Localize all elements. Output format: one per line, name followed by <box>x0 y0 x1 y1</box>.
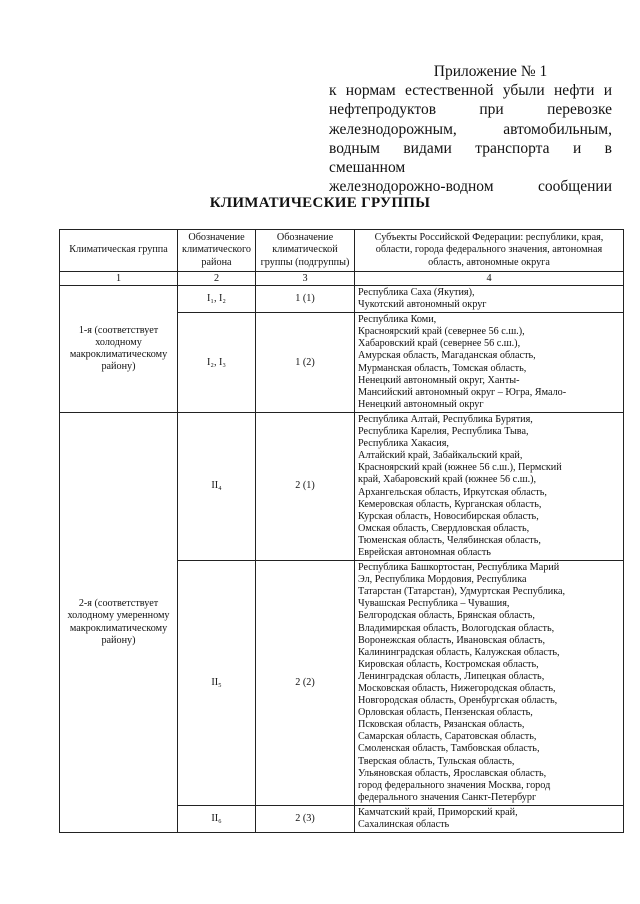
subject-line: Псковская область, Рязанская область, <box>358 719 525 731</box>
subject-line: Ненецкий автономный округ, Ханты- <box>358 374 520 386</box>
header-subgroup: Обозначение климатической группы (подгруппы) <box>256 230 355 272</box>
subject-line: Ульяновская область, Ярославская область, <box>358 767 547 779</box>
subject-line: Республика Коми, <box>358 314 437 326</box>
subject-line: Архангельская область, Иркутская область, <box>358 486 547 498</box>
subject-line: Татарстан (Татарстан), Удмуртская Республика, <box>358 586 566 598</box>
subgroup-cell: 1 (2) <box>256 313 355 413</box>
subgroup-cell: 2 (3) <box>256 805 355 832</box>
subject-line: Московская область, Нижегородская область, <box>358 683 556 694</box>
subjects-cell <box>355 561 624 806</box>
appendix-title: Приложение № 1 <box>433 63 548 80</box>
subject-line: Республика Башкортостан, Республика Марий <box>358 562 560 574</box>
subject-line: Самарская область, Саратовская область, <box>358 731 537 743</box>
appendix-header <box>329 62 612 196</box>
table-row <box>60 412 624 560</box>
subject-line: Орловская область, Пензенская область, <box>358 707 533 719</box>
appendix-line: железнодорожным, автомобильным, <box>329 120 612 138</box>
subject-line: федерального значения Санкт-Петербург <box>358 791 537 803</box>
subject-line: Эл, Республика Мордовия, Республика <box>358 574 527 586</box>
column-number: 4 <box>355 272 624 286</box>
subject-line: Амурская область, Магаданская область, <box>358 350 536 362</box>
header-climatic-group: Климатическая группа <box>60 230 178 272</box>
subjects-cell <box>355 286 624 313</box>
subject-line: Хабаровский край (севернее 56 с.ш.), <box>358 338 521 350</box>
subject-line: Алтайский край, Забайкальский край, <box>358 450 523 462</box>
climatic-group-cell: 1-я (соответствует холодному макроклиматическому району) <box>60 286 178 413</box>
subjects-cell <box>355 805 624 832</box>
table-row <box>60 286 624 313</box>
column-number: 1 <box>60 272 178 286</box>
appendix-line: железнодорожно-водном сообщении <box>329 178 612 196</box>
subjects-cell <box>355 412 624 560</box>
subject-line: Кемеровская область, Курганская область, <box>358 498 542 510</box>
subject-line: Кировская область, Костромская область, <box>358 658 539 670</box>
column-number: 3 <box>256 272 355 286</box>
subject-line: город федерального значения Москва, город <box>358 779 551 791</box>
subject-line: Тверская область, Тульская область, <box>358 755 515 767</box>
header-subjects: Субъекты Российской Федерации: республики, края, области, города федерального значения, автономная область, автономные округа <box>355 230 624 272</box>
subject-line: Мурманская область, Томская область, <box>358 362 527 374</box>
subject-line: Новгородская область, Оренбургская область, <box>358 695 558 707</box>
subject-line: Сахалинская область <box>358 819 450 831</box>
subject-line: Камчатский край, Приморский край, <box>358 806 518 818</box>
column-number: 2 <box>178 272 256 286</box>
appendix-line: водным видами транспорта и в смешанном <box>329 139 612 177</box>
subgroup-cell: 1 (1) <box>256 286 355 313</box>
subject-line: Республика Алтай, Республика Бурятия, <box>358 413 533 425</box>
subject-line: Республика Хакасия, <box>358 438 449 450</box>
subject-line: Чукотский автономный округ <box>358 299 487 311</box>
header-climatic-zone: Обозначение климатического района <box>178 230 256 272</box>
subject-line: Курская область, Новосибирская область, <box>358 510 539 522</box>
subject-line: Ненецкий автономный округ <box>358 398 484 410</box>
appendix-line: к нормам естественной убыли нефти и <box>329 82 612 100</box>
table-body <box>60 286 624 833</box>
subject-line: Воронежская область, Ивановская область, <box>358 634 546 646</box>
climatic-groups-table <box>59 229 624 833</box>
subject-line: Мансийский автономный округ – Югра, Ямало- <box>358 386 567 398</box>
subject-line: Республика Карелия, Республика Тыва, <box>358 426 529 438</box>
subject-line: край, Хабаровский край (южнее 56 с.ш.), <box>358 474 537 486</box>
subject-line: Красноярский край (южнее 56 с.ш.), Пермский <box>358 462 562 474</box>
subject-line: Омская область, Свердловская область, <box>358 522 530 534</box>
climatic-zone-cell: II₆ <box>178 805 256 832</box>
subject-line: Республика Саха (Якутия), <box>358 287 475 298</box>
climatic-zone-cell: II₄ <box>178 412 256 560</box>
subject-line: Еврейская автономная область <box>358 546 491 558</box>
climatic-group-cell: 2-я (соответствует холодному умеренному макроклиматическому району) <box>60 412 178 832</box>
subject-line: Чувашская Республика – Чувашия, <box>358 598 510 610</box>
subject-line: Владимирская область, Вологодская область, <box>358 622 555 634</box>
subject-line: Белгородская область, Брянская область, <box>358 610 535 622</box>
subject-line: Тюменская область, Челябинская область, <box>358 534 541 546</box>
subject-line: Ленинградская область, Липецкая область, <box>358 670 545 682</box>
climatic-zone-cell: II₅ <box>178 561 256 806</box>
subjects-cell <box>355 313 624 413</box>
subject-line: Калининградская область, Калужская область, <box>358 646 560 658</box>
subgroup-cell: 2 (2) <box>256 561 355 806</box>
appendix-line: нефтепродуктов при перевозке <box>329 101 612 119</box>
table-header-row <box>60 230 624 272</box>
subgroup-cell: 2 (1) <box>256 412 355 560</box>
column-number-row <box>60 272 624 286</box>
subject-line: Смоленская область, Тамбовская область, <box>358 743 540 755</box>
subject-line: Красноярский край (севернее 56 с.ш.), <box>358 326 525 338</box>
climatic-zone-cell: I₂, I₃ <box>178 313 256 413</box>
document-title: КЛИМАТИЧЕСКИЕ ГРУППЫ <box>209 195 431 211</box>
climatic-zone-cell: I₁, I₂ <box>178 286 256 313</box>
